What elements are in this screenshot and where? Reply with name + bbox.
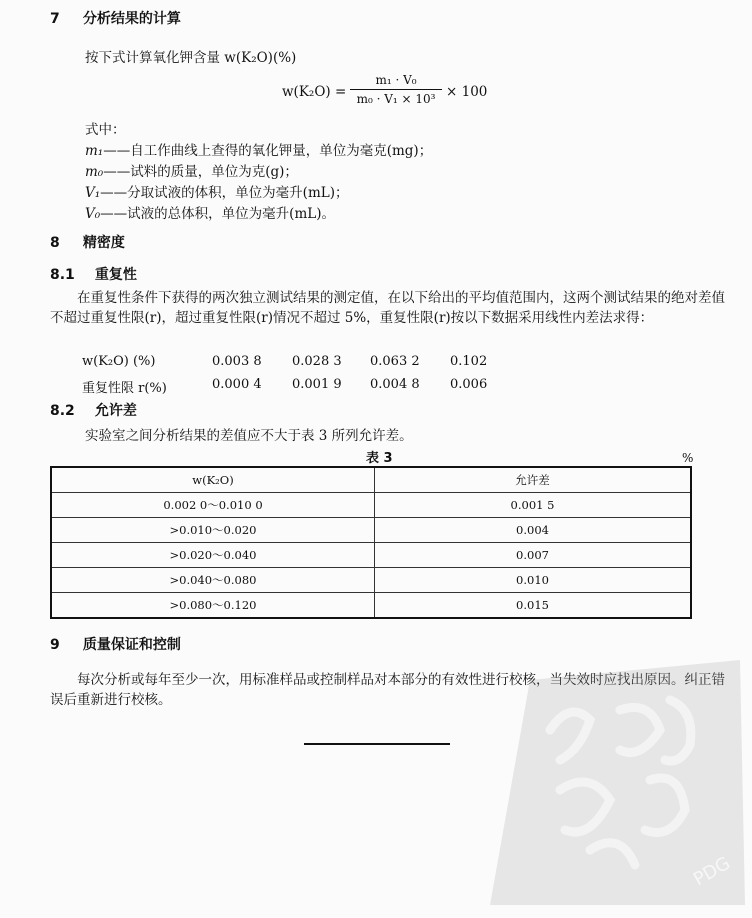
table-cell: 0.010: [375, 568, 692, 593]
section-number: 8: [50, 235, 60, 251]
variable-line: [85, 181, 348, 201]
section-title: 分析结果的计算: [82, 11, 181, 27]
table-unit: %: [682, 451, 694, 465]
watermark-text: PDG: [690, 852, 734, 891]
quality-paragraph: 每次分析或每年至少一次，用标准样品或控制样品对本部分的有效性进行校核，当失效时应找出原因。纠正错误后重新进行校核。: [50, 672, 725, 708]
precision-value: 0.006: [450, 377, 488, 392]
section-8-2-heading: [50, 400, 137, 420]
precision-value: 0.063 2: [370, 354, 420, 369]
table-cell: >0.040～0.080: [51, 568, 375, 593]
formula: [282, 72, 522, 112]
table-row: [51, 568, 691, 593]
table-3: [50, 466, 692, 619]
table-header-cell: 允许差: [375, 467, 692, 493]
table-cell: >0.020～0.040: [51, 543, 375, 568]
precision-label: w(K₂O) (%): [82, 354, 156, 369]
table-cell: 0.001 5: [375, 493, 692, 518]
formula-lhs: w(K₂O) =: [282, 84, 347, 100]
table-caption: 表 3: [366, 451, 393, 466]
table-row: [51, 593, 691, 619]
variable-desc: ——自工作曲线上查得的氧化钾量，单位为毫克(mg)；: [103, 143, 433, 159]
section-title: 重复性: [94, 267, 137, 283]
formula-denominator: m₀ · V₁ × 10³: [356, 92, 436, 106]
variable-line: [85, 202, 335, 222]
table-row: [51, 493, 691, 518]
variable-symbol: m₁: [85, 143, 104, 159]
table-row: [51, 543, 691, 568]
section-number: 8.2: [50, 403, 75, 419]
variable-line: [85, 139, 432, 159]
fraction-bar: [350, 89, 442, 90]
variable-line: [85, 160, 298, 180]
precision-value: 0.001 9: [292, 377, 342, 392]
variable-symbol: m₀: [85, 164, 104, 180]
precision-value: 0.000 4: [212, 377, 262, 392]
section-title: 精密度: [82, 235, 125, 251]
precision-value: 0.003 8: [212, 354, 262, 369]
repeatability-paragraph: 在重复性条件下获得的两次独立测试结果的测定值，在以下给出的平均值范围内，这两个测试结果的绝对差值不超过重复性限(r)，超过重复性限(r)情况不超过 5%，重复性限(r)按以下数据采用线性内差法求得：: [50, 290, 725, 326]
table-cell: 0.004: [375, 518, 692, 543]
section-number: 8.1: [50, 267, 75, 283]
formula-intro: 按下式计算氧化钾含量 w(K₂O)(%): [85, 50, 297, 66]
variable-symbol: V₁: [85, 185, 101, 201]
section-title: 允许差: [94, 403, 137, 419]
section-title: 质量保证和控制: [82, 637, 181, 653]
variable-desc: ——试料的质量，单位为克(g)；: [103, 164, 298, 180]
precision-value: 0.102: [450, 354, 488, 369]
table-row: [51, 518, 691, 543]
where-label: 式中：: [85, 122, 126, 138]
section-8-1-heading: [50, 264, 137, 284]
section-number: 9: [50, 637, 60, 653]
table-cell: 0.015: [375, 593, 692, 619]
tolerance-paragraph: 实验室之间分析结果的差值应不大于表 3 所列允许差。: [85, 428, 413, 444]
variable-desc: ——试液的总体积，单位为毫升(mL)。: [100, 206, 335, 222]
end-rule: [304, 743, 450, 745]
formula-rhs: × 100: [446, 84, 488, 100]
section-number: 7: [50, 11, 60, 27]
watermark-stamp: [470, 640, 750, 910]
section-7-heading: [50, 8, 181, 28]
precision-label: 重复性限 r(%): [82, 381, 167, 396]
variable-desc: ——分取试液的体积，单位为毫升(mL)；: [100, 185, 349, 201]
variable-symbol: V₀: [85, 206, 101, 222]
section-9-heading: [50, 634, 181, 654]
table-cell: >0.080～0.120: [51, 593, 375, 619]
table-header-row: [51, 467, 691, 493]
table-cell: 0.007: [375, 543, 692, 568]
table-cell: >0.010～0.020: [51, 518, 375, 543]
table-header-cell: w(K₂O): [51, 467, 375, 493]
precision-value: 0.028 3: [292, 354, 342, 369]
formula-fraction: [350, 72, 442, 107]
precision-value: 0.004 8: [370, 377, 420, 392]
table-cell: 0.002 0～0.010 0: [51, 493, 375, 518]
formula-numerator: m₁ · V₀: [375, 73, 417, 87]
section-8-heading: [50, 232, 125, 252]
